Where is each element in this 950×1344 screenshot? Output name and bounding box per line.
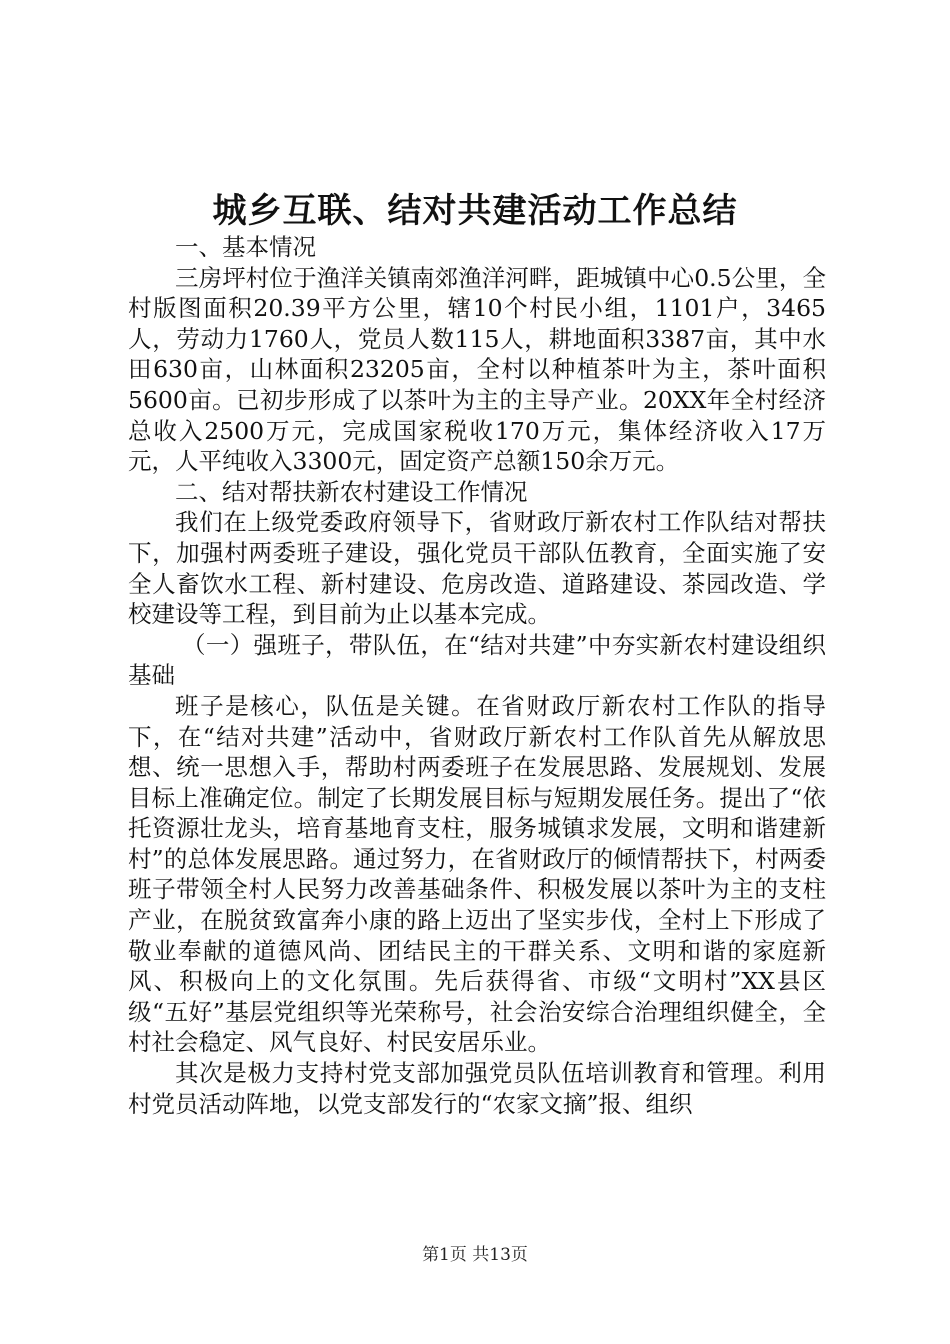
paragraph-pairing-intro: 我们在上级党委政府领导下，省财政厅新农村工作队结对帮扶下，加强村两委班子建设，强化党员干部队伍教育，全面实施了安全人畜饮水工程、新村建设、危房改造、道路建设、茶园改造、学校建设等工程，到目前为止以基本完成。 [128,508,826,629]
document-body [128,232,826,1119]
paragraph-party-training: 其次是极力支持村党支部加强党员队伍培训教育和管理。利用村党员活动阵地，以党支部发行的“农家文摘”报、组织 [128,1059,826,1118]
page-number-footer: 第1页 共13页 [422,1245,528,1265]
subsection-heading-strengthen-team: （一）强班子，带队伍，在“结对共建”中夯实新农村建设组织基础 [128,630,826,690]
section-heading-basic-info: 一、基本情况 [175,233,316,261]
paragraph-village-overview: 三房坪村位于渔洋关镇南郊渔洋河畔，距城镇中心0.5公里，全村版图面积20.39平方公里，辖10个村民小组，1101户，3465人，劳动力1760人，党员人数115人，耕地面积3387亩，其中水田630亩，山林面积23205亩，全村以种植茶叶为主，茶叶面积5600亩。已初步形成了以茶叶为主的主导产业。20XX年全村经济总收入2500万元，完成国家税收170万元，集体经济收入17万元，人平纯收入3300元，固定资产总额150余万元。 [128,263,826,476]
page-title: 城乡互联、结对共建活动工作总结 [212,191,738,231]
section-heading-pairing-work: 二、结对帮扶新农村建设工作情况 [175,477,528,506]
paragraph-team-core: 班子是核心，队伍是关键。在省财政厅新农村工作队的指导下，在“结对共建”活动中，省财政厅新农村工作队首先从解放思想、统一思想入手，帮助村两委班子在发展思路、发展规划、发展目标上准确定位。制定了长期发展目标与短期发展任务。提出了“依托资源壮龙头，培育基地育支柱，服务城镇求发展，文明和谐建新村”的总体发展思路。通过努力，在省财政厅的倾情帮扶下，村两委班子带领全村人民努力改善基础条件、积极发展以茶叶为主的支柱产业，在脱贫致富奔小康的路上迈出了坚实步伐，全村上下形成了敬业奉献的道德风尚、团结民主的干群关系、文明和谐的家庭新风、积极向上的文化氛围。先后获得省、市级“文明村”XX县区级“五好”基层党组织等光荣称号，社会治安综合治理组织健全，全村社会稳定、风气良好、村民安居乐业。 [128,691,826,1057]
